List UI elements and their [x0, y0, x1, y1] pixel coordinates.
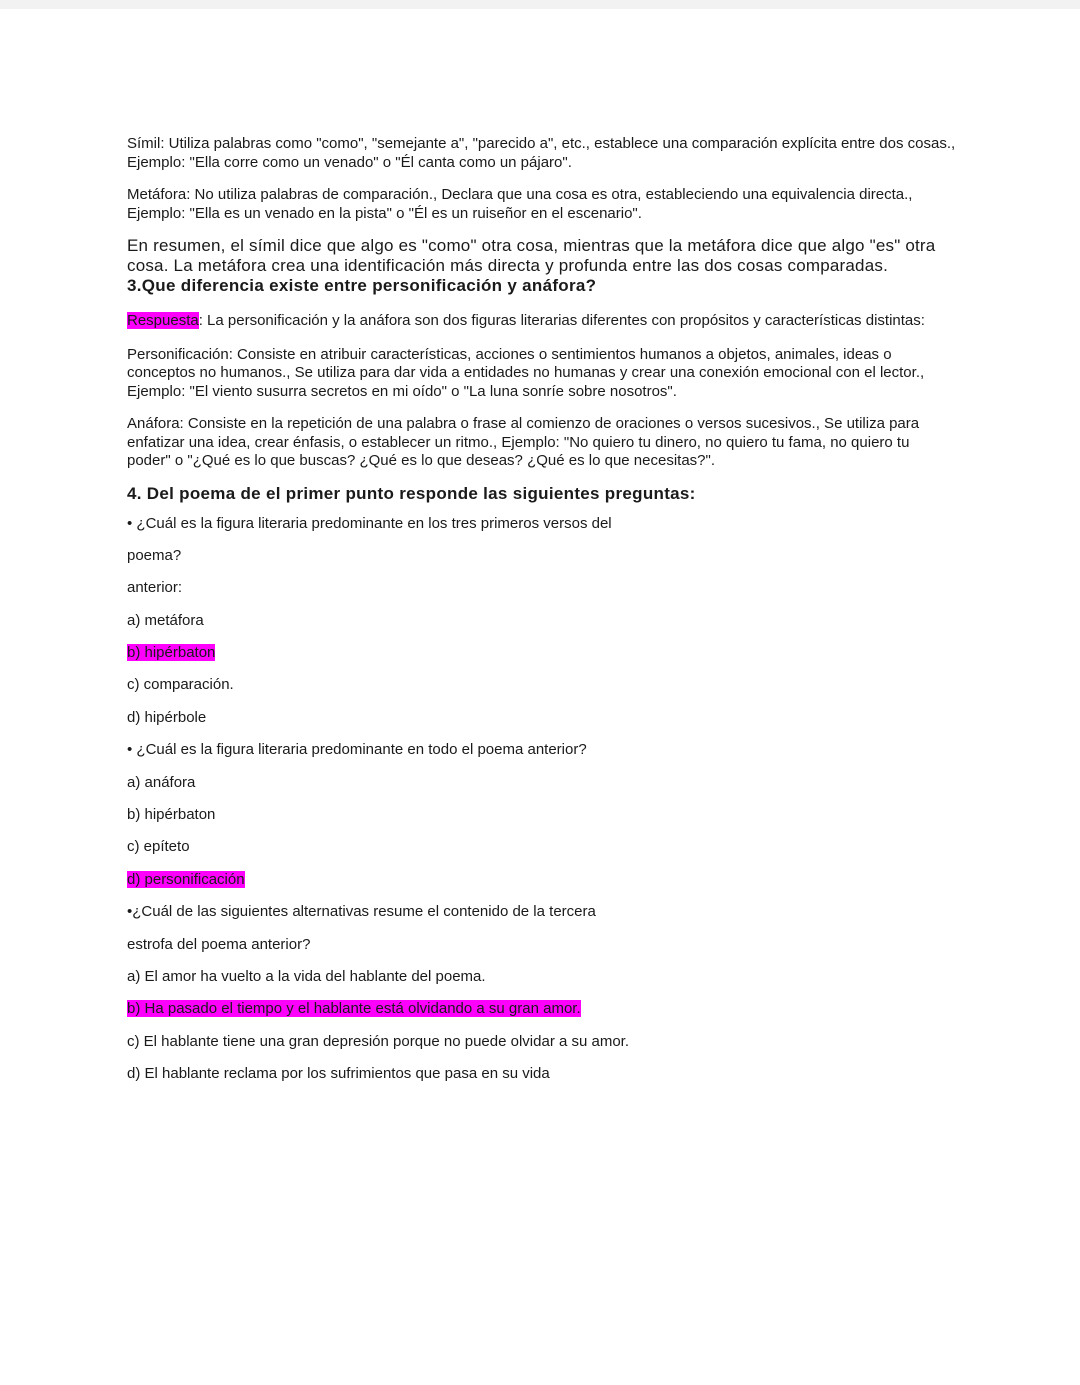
highlighted-answer-text: b) Ha pasado el tiempo y el hablante está olvidando a su gran amor. — [127, 1000, 581, 1018]
answer-line — [127, 832, 957, 864]
answer-line-text: poema? — [127, 546, 182, 564]
answer-line — [127, 509, 957, 541]
question-4-heading: 4. Del poema de el primer punto responde las siguientes preguntas: — [127, 483, 696, 503]
answer-line — [127, 897, 957, 929]
answer-line-text: • ¿Cuál es la figura literaria predominante en todo el poema anterior? — [127, 741, 587, 759]
answer-line — [127, 703, 957, 735]
answer-line-text: d) hipérbole — [127, 708, 207, 726]
answer-line — [127, 994, 957, 1026]
answer-line — [127, 638, 957, 670]
highlighted-answer-text: d) personificación — [127, 870, 245, 888]
answer-line-text: •¿Cuál de las siguientes alternativas resume el contenido de la tercera — [127, 903, 596, 921]
answer-line-text: anterior: — [127, 579, 183, 597]
answer-line — [127, 1059, 957, 1091]
answer-line — [127, 962, 957, 994]
resumen-paragraph: En resumen, el símil dice que algo es "como" otra cosa, mientras que la metáfora dice que algo "es" otra cosa. La metáfora crea una identificación más directa y profunda entre las dos cosas comparadas. — [127, 236, 936, 275]
answer-line-text: a) anáfora — [127, 773, 196, 791]
answer-line-text: c) El hablante tiene una gran depresión porque no puede olvidar a su amor. — [127, 1032, 630, 1050]
answer-line — [127, 573, 957, 605]
answer-line — [127, 865, 957, 897]
answer-line — [127, 768, 957, 800]
respuesta-text: : La personificación y la anáfora son dos figuras literarias diferentes con propósitos y características distintas: — [198, 312, 925, 329]
personificacion-paragraph: Personificación: Consiste en atribuir características, acciones o sentimientos humanos a objetos, animales, ideas o conceptos no humanos., Se utiliza para dar vida a entidades no humanas y crear una conexión emocional con el lector., Ejemplo: "El viento susurra secretos en mi oído" o "La luna sonríe sobre nosotros". — [127, 345, 925, 400]
anafora-paragraph: Anáfora: Consiste en la repetición de una palabra o frase al comienzo de oraciones o versos sucesivos., Se utiliza para enfatizar una idea, crear énfasis, o establecer un ritmo., Ejemplo: "No quiero tu dinero, no quiero tu fama, no quiero tu poder" o "¿Qué es lo que buscas? ¿Qué es lo que deseas? ¿Qué es lo que necesitas?". — [127, 415, 920, 469]
answer-line-text: • ¿Cuál es la figura literaria predominante en los tres primeros versos del — [127, 514, 612, 532]
question-3-heading: 3.Que diferencia existe entre personificación y anáfora? — [127, 276, 597, 295]
answer-line — [127, 541, 957, 573]
answer-line-text: c) comparación. — [127, 676, 234, 694]
answer-line-text: a) El amor ha vuelto a la vida del hablante del poema. — [127, 967, 486, 985]
answer-line — [127, 670, 957, 702]
top-bar — [0, 0, 1080, 9]
respuesta-highlight-label: Respuesta — [127, 312, 199, 329]
answer-line — [127, 1027, 957, 1059]
highlighted-answer-text: b) hipérbaton — [127, 644, 216, 662]
simil-paragraph: Símil: Utiliza palabras como "como", "semejante a", "parecido a", etc., establece una comparación explícita entre dos cosas., Ejemplo: "Ella corre como un venado" o "Él canta como un pájaro". — [127, 135, 956, 171]
answer-line-text: c) epíteto — [127, 838, 190, 856]
answer-lines — [127, 509, 957, 1092]
document-page — [127, 135, 957, 1092]
answer-line — [127, 606, 957, 638]
answer-line — [127, 800, 957, 832]
metafora-paragraph: Metáfora: No utiliza palabras de comparación., Declara que una cosa es otra, estableciendo una equivalencia directa., Ejemplo: "Ella es un venado en la pista" o "Él es un ruiseñor en el escenario". — [127, 186, 913, 222]
respuesta-paragraph — [127, 312, 957, 331]
answer-line — [127, 930, 957, 962]
answer-line-text: estrofa del poema anterior? — [127, 935, 311, 953]
answer-line-text: d) El hablante reclama por los sufrimientos que pasa en su vida — [127, 1065, 550, 1083]
answer-line-text: b) hipérbaton — [127, 806, 216, 824]
answer-line — [127, 735, 957, 767]
answer-line-text: a) metáfora — [127, 611, 204, 629]
